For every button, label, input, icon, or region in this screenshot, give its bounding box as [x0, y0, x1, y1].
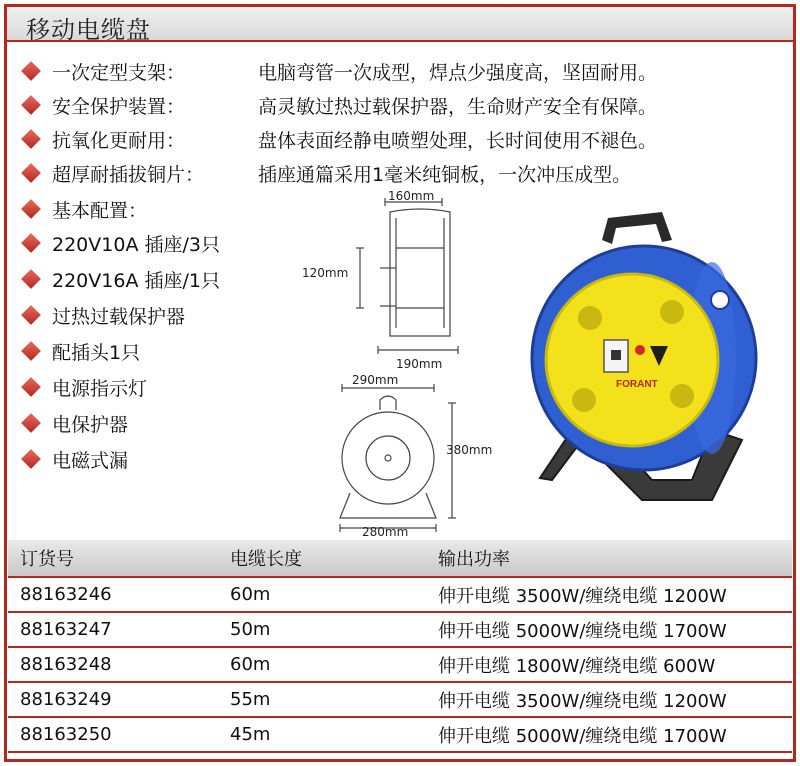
output-power-cell: 伸开电缆 3500W/缠绕电缆 1200W	[426, 682, 792, 717]
order-number-cell: 88163246	[8, 577, 218, 612]
feature-desc: 插座通篇采用1毫米纯铜板，一次冲压成型。	[258, 163, 632, 186]
feature-desc: 高灵敏过热过载保护器，生命财产安全有保障。	[258, 95, 658, 118]
output-power-cell: 伸开电缆 5000W/缠绕电缆 1700W	[426, 717, 792, 752]
order-number-cell: 88163247	[8, 612, 218, 647]
output-power-cell: 伸开电缆 1800W/缠绕电缆 600W	[426, 647, 792, 682]
front-bottom-dimension: 280mm	[362, 525, 409, 538]
feature-label: 电磁式漏	[52, 449, 129, 472]
feature-label: 一次定型支架：	[52, 61, 186, 84]
feature-label: 电源指示灯	[52, 377, 148, 400]
page-title: 移动电缆盘	[26, 16, 151, 44]
header-output-power: 输出功率	[426, 540, 792, 577]
front-height-dimension: 380mm	[446, 443, 493, 457]
output-power-cell: 伸开电缆 3500W/缠绕电缆 1200W	[426, 577, 792, 612]
side-height-dimension: 120mm	[302, 266, 349, 280]
brand-label: FORANT	[616, 379, 658, 390]
order-number-cell: 88163250	[8, 717, 218, 752]
side-bottom-dimension: 190mm	[396, 357, 443, 371]
feature-label: 超厚耐插拔铜片：	[52, 163, 205, 186]
cable-length-cell: 55m	[218, 682, 426, 717]
side-top-dimension: 160mm	[388, 189, 435, 203]
order-number-cell: 88163249	[8, 682, 218, 717]
order-number-cell: 88163248	[8, 647, 218, 682]
cable-length-cell: 50m	[218, 612, 426, 647]
feature-label: 安全保护装置：	[52, 95, 186, 118]
feature-desc: 电脑弯管一次成型，焊点少强度高，坚固耐用。	[258, 61, 658, 84]
header-cable-length: 电缆长度	[218, 540, 426, 577]
cable-length-cell: 60m	[218, 577, 426, 612]
feature-desc: 盘体表面经静电喷塑处理，长时间使用不褪色。	[258, 129, 658, 152]
feature-label: 过热过载保护器	[52, 305, 186, 328]
feature-label: 抗氧化更耐用：	[52, 129, 186, 152]
feature-label: 配插头1只	[52, 341, 141, 364]
cable-length-cell: 60m	[218, 647, 426, 682]
feature-label: 基本配置：	[52, 199, 148, 222]
page-border	[4, 4, 796, 762]
header-order-number: 订货号	[8, 540, 218, 577]
feature-label: 220V10A 插座/3只	[52, 233, 220, 256]
feature-label: 220V16A 插座/1只	[52, 269, 220, 292]
feature-label: 电保护器	[52, 413, 129, 436]
front-top-dimension: 290mm	[352, 373, 399, 387]
cable-length-cell: 45m	[218, 717, 426, 752]
output-power-cell: 伸开电缆 5000W/缠绕电缆 1700W	[426, 612, 792, 647]
